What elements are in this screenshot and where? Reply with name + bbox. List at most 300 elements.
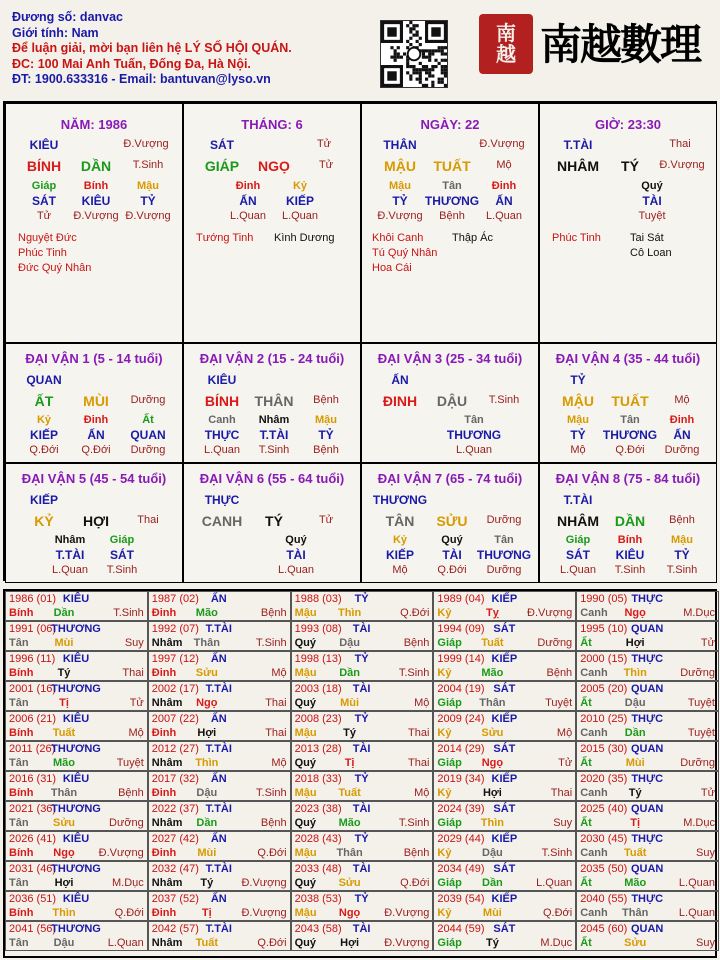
year-chi: Thìn [337,607,362,619]
year-can: Giáp [437,637,462,649]
year-label: 2025 (40) [580,803,628,815]
year-cell [291,891,434,921]
year-line [434,593,575,606]
year-can: Tân [9,697,29,709]
year-god: KIÊU [62,893,90,905]
year-line [434,787,575,800]
year-life-stage: T.Sinh [398,817,430,829]
year-god: SÁT [493,623,516,635]
hidden-god: TỶ [318,428,334,442]
year-chi: Tị [344,757,355,769]
year-chi: Thân [193,637,220,649]
year-label: 2022 (37) [151,803,199,815]
year-god: THỰC [631,713,664,725]
hidden-state: Q.Đới [29,444,59,456]
year-chi: Thân [479,697,506,709]
seal-text: 南越 [496,21,516,66]
pillar-can: MẬU [384,158,416,174]
year-can: Quý [294,637,316,649]
dai-van-god: THƯƠNG [372,493,428,507]
year-life-stage: Bệnh [260,607,287,619]
dai-van-god: T.TÀI [563,493,593,507]
hidden-stem: Quý [641,180,663,192]
year-can: Ất [580,817,592,829]
year-line [434,847,575,860]
year-cell [291,861,434,891]
year-life-stage: L.Quan [678,877,715,889]
year-cell [148,621,291,651]
hidden-state: Tuyệt [638,210,666,222]
hidden-god: KIẾP [29,428,59,442]
year-label: 2030 (45) [580,833,628,845]
year-life-stage: Thai [122,667,144,679]
year-god: T.TÀI [205,743,232,755]
brand-logo [540,12,710,82]
year-label: 1998 (13) [294,653,342,665]
year-line [577,593,718,606]
year-life-stage: Mộ [556,727,573,739]
hidden-god: ẤN [87,428,105,442]
year-line [6,637,147,650]
year-label: 2020 (35) [580,773,628,785]
dai-van-title: ĐẠI VẬN 4 (35 - 44 tuổi) [555,351,701,366]
year-chi: Ngọ [196,697,218,709]
year-god: KIẾP [491,893,518,905]
year-life-stage: M.Dục [540,937,573,949]
year-life-stage: Thai [407,727,430,739]
year-chi: Tuất [195,937,218,949]
year-god: THỰC [631,773,664,785]
yearly-luck-table [3,589,717,958]
year-life-stage: Q.Đới [400,877,430,889]
qr-code-icon[interactable] [380,20,448,88]
year-label: 2005 (20) [580,683,628,695]
year-line [577,877,718,890]
dai-van-cell [5,463,183,583]
hidden-stem: Đinh [669,414,695,426]
year-cell [576,921,719,951]
hidden-state: Mộ [570,444,586,456]
year-chi: Mùi [340,697,360,709]
hidden-stem: Bính [83,180,109,192]
year-chi: Mão [53,757,75,769]
year-line [434,637,575,650]
pillars-grid [3,101,717,581]
year-line [6,653,147,666]
hidden-stem: Mậu [389,180,411,192]
year-label: 1989 (04) [437,593,485,605]
header-line: Giới tính: Nam [12,25,99,40]
year-life-stage: M.Dục [683,607,715,619]
year-line [149,833,290,846]
year-line [292,593,433,606]
hidden-stem: Canh [208,414,236,426]
hidden-god: KIÊU [81,194,111,208]
year-life-stage: Đ.Vượng [527,607,573,619]
hidden-state: L.Quan [281,210,319,222]
year-label: 1999 (14) [437,653,485,665]
year-line [434,817,575,830]
year-chi: Mão [481,667,504,679]
year-god: SÁT [493,683,516,695]
hidden-state: Đ.Vượng [125,210,171,222]
year-label: 2029 (44) [437,833,485,845]
year-life-stage: L.Quan [107,937,144,949]
year-can: Mậu [294,787,317,799]
year-cell [5,651,148,681]
year-life-stage: Dưỡng [537,637,573,649]
hidden-god: ẤN [673,428,691,442]
hidden-stem: Ất [142,414,154,426]
year-line [577,803,718,816]
year-line [292,833,433,846]
dai-van-title: ĐẠI VẬN 2 (15 - 24 tuổi) [199,351,345,366]
year-can: Nhâm [151,637,183,649]
year-god: T.TÀI [205,623,232,635]
year-god: TỶ [354,893,369,905]
year-god: KIÊU [62,713,90,725]
year-chi: Mão [195,607,218,619]
year-god: THỰC [631,833,664,845]
pillar-cell [5,103,183,343]
year-label: 1987 (02) [151,593,199,605]
year-can: Quý [294,757,316,769]
year-god: THỰC [631,653,664,665]
year-cell [433,681,576,711]
dai-van-god: TỶ [570,373,586,387]
year-line [149,923,290,936]
year-chi: Thìn [480,817,504,829]
year-can: Mậu [294,667,317,679]
year-god: QUAN [630,803,664,815]
year-chi: Thân [336,847,363,859]
year-line [577,713,718,726]
hidden-god: T.TÀI [55,548,85,562]
year-line [149,817,290,830]
year-chi: Tuất [481,637,504,649]
year-can: Ất [580,937,592,949]
dai-van-can: BÍNH [204,393,240,409]
year-life-stage: T.Sinh [256,637,287,649]
year-line [6,937,147,950]
year-cell [5,711,148,741]
year-god: KIẾP [491,653,518,665]
year-chi: Thân [50,787,78,799]
year-line [6,667,147,680]
year-cell [433,711,576,741]
year-god: QUAN [630,623,664,635]
year-line [292,787,433,800]
year-line [577,667,718,680]
dai-van-god: KIẾP [29,493,59,507]
year-god: TỶ [354,713,369,725]
hidden-stem: Nhâm [54,534,86,546]
dai-van-chi: TÝ [265,513,283,529]
year-life-stage: Mộ [128,727,144,739]
year-life-stage: M.Dục [112,877,144,889]
year-line [292,743,433,756]
year-line [292,877,433,890]
year-chi: Mão [624,877,647,889]
year-line [6,877,147,890]
pillar-life-stage: Đ.Vượng [659,159,705,171]
spirit-star: Kình Dương [274,232,335,244]
dai-van-can: KỶ [34,513,54,529]
year-cell [291,771,434,801]
year-cell [148,741,291,771]
year-line [149,787,290,800]
year-label: 2032 (47) [151,863,199,875]
dai-van-can: CANH [201,513,243,529]
year-can: Đinh [151,787,177,799]
pillar-chi: DẦN [80,158,112,174]
year-line [292,713,433,726]
year-line [434,743,575,756]
year-label: 2003 (18) [294,683,342,695]
year-life-stage: T.Sinh [113,607,144,619]
hidden-stem: Kỷ [36,414,52,426]
year-life-stage: Đ.Vượng [98,847,144,859]
year-cell [148,801,291,831]
pillar-title: THÁNG: 6 [241,117,303,132]
year-cell [291,741,434,771]
pillar-title: GIỜ: 23:30 [594,117,661,132]
hidden-state: Dưỡng [486,564,522,576]
year-line [577,787,718,800]
year-cell [5,891,148,921]
year-cell [291,921,434,951]
year-line [577,637,718,650]
pillar-life-stage: Mộ [496,159,512,171]
year-cell [291,591,434,621]
hidden-stem: Kỷ [292,180,308,192]
dai-van-title: ĐẠI VẬN 8 (75 - 84 tuổi) [555,471,701,486]
year-line [577,907,718,920]
dai-van-chi: SỬU [436,513,468,529]
year-god: THƯƠNG [51,803,101,815]
year-chi: Dậu [482,847,503,859]
year-line [6,773,147,786]
year-chi: Sửu [338,877,361,889]
year-god: THƯƠNG [51,863,101,875]
hidden-state: L.Quan [455,444,493,456]
hidden-god: QUAN [130,428,166,442]
year-god: THƯƠNG [51,923,101,935]
hidden-state: Mộ [392,564,408,576]
year-label: 2023 (38) [294,803,342,815]
year-life-stage: Suy [553,817,573,829]
year-line [6,893,147,906]
year-chi: Tý [57,667,71,679]
hidden-god: TỶ [140,194,156,208]
pillar-top-god: T.TÀI [563,138,593,152]
year-label: 2044 (59) [437,923,485,935]
year-chi: Tỵ [485,607,499,619]
dai-van-life-stage: Dưỡng [130,394,166,406]
year-god: ẤN [210,893,227,905]
year-line [577,817,718,830]
hidden-state: L.Quan [51,564,89,576]
year-line [292,637,433,650]
year-line [6,907,147,920]
year-label: 2034 (49) [437,863,485,875]
year-chi: Dần [53,607,75,619]
hidden-state: T.Sinh [614,564,646,576]
year-label: 2000 (15) [580,653,628,665]
year-label: 2024 (39) [437,803,485,815]
year-label: 2031 (46) [9,863,57,875]
hidden-state: L.Quan [277,564,315,576]
year-label: 2028 (43) [294,833,342,845]
red-seal-logo [479,14,533,74]
year-cell [5,861,148,891]
year-chi: Dần [196,817,218,829]
year-line [292,907,433,920]
year-cell [576,591,719,621]
year-chi: Tị [59,697,69,709]
pillar-top-state: Đ.Vượng [479,138,525,150]
year-line [434,773,575,786]
year-line [577,727,718,740]
year-can: Nhâm [151,757,183,769]
year-line [577,697,718,710]
dai-van-can: MẬU [562,393,594,409]
year-cell [433,831,576,861]
header-line: Để luận giải, mời bạn liên hệ LÝ SỐ HỘI QUÁN. [12,41,292,55]
year-chi: Thìn [52,907,76,919]
year-cell [5,831,148,861]
year-god: KIÊU [62,773,90,785]
hidden-state: Q.Đới [437,564,467,576]
year-line [292,607,433,620]
year-life-stage: Suy [124,637,144,649]
year-cell [5,681,148,711]
year-god: QUAN [630,683,664,695]
year-line [149,893,290,906]
year-can: Quý [294,937,316,949]
year-can: Đinh [151,727,177,739]
year-can: Nhâm [151,697,183,709]
year-chi: Mùi [625,757,645,769]
year-cell [433,801,576,831]
hidden-stem: Giáp [565,534,591,546]
pillar-chi: TUẤT [433,158,471,174]
year-chi: Hợi [482,787,502,799]
year-life-stage: Tuyệt [116,757,144,769]
dai-van-life-stage: Dưỡng [486,514,522,526]
hidden-state: Bệnh [439,210,465,222]
year-line [434,907,575,920]
year-can: Canh [580,847,608,859]
year-line [149,653,290,666]
year-chi: Ngọ [624,607,646,619]
dai-van-title: ĐẠI VẬN 1 (5 - 14 tuổi) [25,351,163,366]
year-can: Kỷ [437,667,452,679]
year-line [6,847,147,860]
year-line [6,757,147,770]
year-chi: Dậu [53,937,75,949]
spirit-star: Tướng Tinh [196,232,254,244]
year-cell [148,711,291,741]
dai-van-can: ẤT [34,393,54,409]
year-line [6,817,147,830]
year-god: THỰC [631,893,664,905]
year-label: 2026 (41) [9,833,57,845]
year-label: 2009 (24) [437,713,485,725]
hidden-god: SÁT [32,194,56,208]
year-label: 2036 (51) [9,893,57,905]
hidden-god: THƯƠNG [602,428,658,442]
year-god: KIẾP [491,713,518,725]
year-can: Bính [9,787,34,799]
year-can: Giáp [437,877,462,889]
hidden-god: KIẾP [385,548,415,562]
year-life-stage: Tuyệt [687,697,715,709]
year-cell [148,591,291,621]
pillar-chi: NGỌ [258,158,290,174]
year-life-stage: Suy [696,847,715,859]
dai-van-can: TÂN [385,513,415,529]
year-can: Giáp [437,757,462,769]
hidden-god: ẤN [239,194,257,208]
pillar-can: GIÁP [204,158,240,174]
year-chi: Thìn [623,667,647,679]
year-cell [576,801,719,831]
year-life-stage: Dưỡng [680,667,715,679]
year-line [6,593,147,606]
year-cell [148,681,291,711]
year-line [149,773,290,786]
brand-text: 南越數理 [540,20,701,69]
year-line [6,683,147,696]
year-line [577,757,718,770]
year-can: Canh [580,667,608,679]
pillar-top-state: Đ.Vượng [123,138,169,150]
spirit-star: Đức Quý Nhân [18,262,92,274]
hidden-state: T.Sinh [258,444,290,456]
hidden-stem: Mậu [315,414,337,426]
year-line [577,863,718,876]
year-god: T.TÀI [205,803,232,815]
hidden-stem: Tân [442,180,462,192]
hidden-stem: Giáp [109,534,135,546]
hidden-god: KIẾP [285,194,315,208]
year-cell [433,591,576,621]
year-chi: Thìn [195,757,219,769]
year-can: Kỷ [437,907,452,919]
year-line [6,727,147,740]
year-can: Quý [294,697,316,709]
hidden-stem: Tân [494,534,514,546]
hidden-god: THƯƠNG [476,548,532,562]
year-can: Bính [9,907,34,919]
hidden-god: TÀI [642,194,662,208]
year-label: 2011 (26) [9,743,56,755]
year-god: ẤN [210,773,227,785]
hidden-god: TỶ [674,548,690,562]
dai-van-god: THỰC [204,493,240,507]
year-cell [576,831,719,861]
spirit-star: Khôi Canh [372,232,424,244]
hidden-stem: Quý [441,534,463,546]
year-line [434,727,575,740]
year-line [292,923,433,936]
year-line [149,847,290,860]
year-cell [576,651,719,681]
year-line [292,623,433,636]
year-life-stage: Bệnh [118,787,144,799]
year-line [577,607,718,620]
